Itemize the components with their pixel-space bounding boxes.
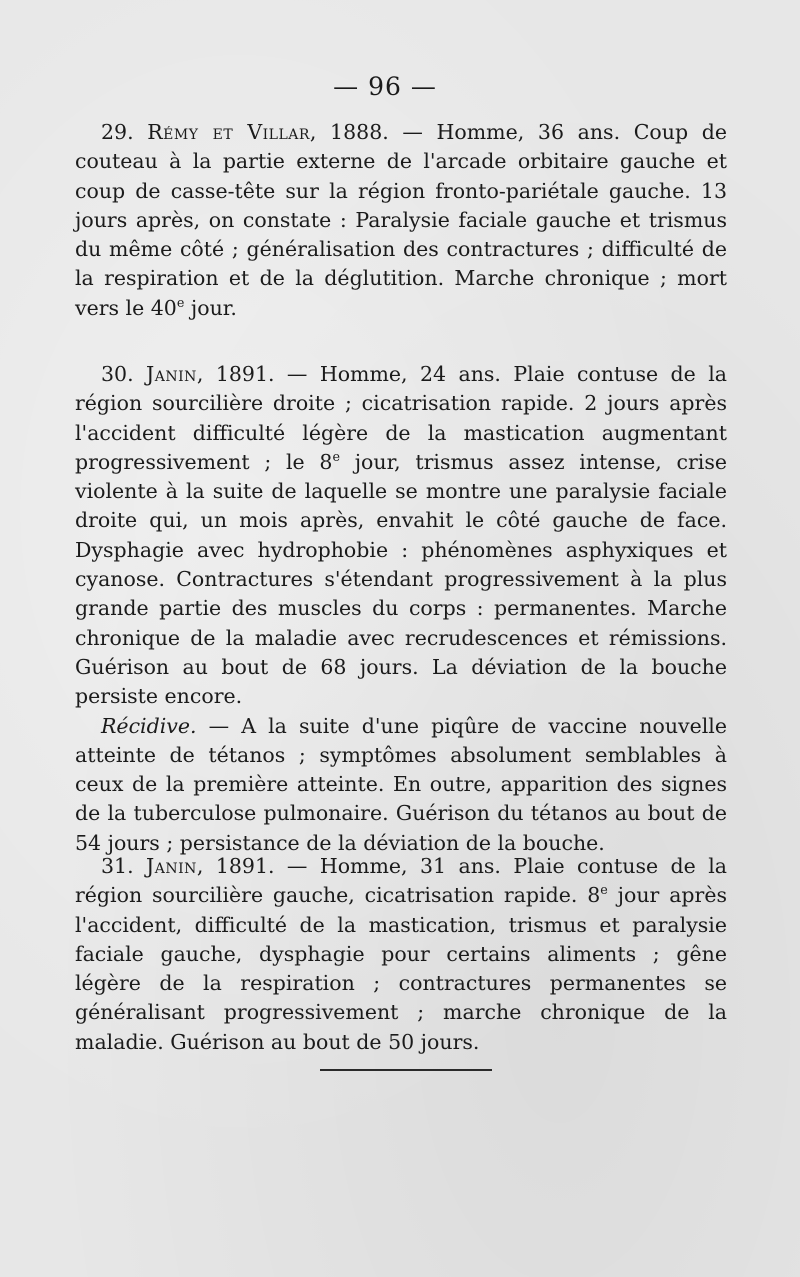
case-number: 30.: [101, 362, 134, 386]
case-number: 31.: [101, 854, 134, 878]
case-year: , 1891. —: [196, 362, 308, 386]
case-body-continued: jour après l'accident, difficulté de la mastication, trismus et paralysie faciale gauche, dysphagie pour certains aliments ; gêne légère de la respiration ; contractures permanentes se généralisant progressivement ; marche chronique de la maladie. Guérison au bout de 50 jours.: [75, 883, 727, 1054]
page-number: — 96 —: [333, 72, 437, 101]
case-authors: Rémy et Villar: [147, 120, 310, 144]
observations-text-block: [75, 360, 727, 858]
recidive-label: Récidive.: [101, 713, 197, 738]
section-end-rule: [320, 1069, 492, 1071]
observations-text-block: [75, 118, 727, 323]
case-body-continued: jour.: [184, 295, 237, 320]
case-year: , 1891. —: [196, 854, 308, 878]
recidive-text: — A la suite d'une piqûre de vaccine nouvelle atteinte de tétanos ; symptômes absolument semblables à ceux de la première atteinte. En outre, apparition des signes de la tuberculose pulmonaire. Guérison du tétanos au bout de 54 jours ; persistance de la déviation de la bouche.: [75, 713, 727, 855]
ordinal-suffix: e: [176, 294, 185, 310]
case-paragraph: [75, 118, 727, 323]
case-body: Homme, 24 ans. Plaie contuse de la région sourcilière droite ; cicatrisation rapide. 2 jours après l'accident difficulté légère de la mastication augmentant progressivement ; le 8: [75, 362, 727, 474]
recidive-paragraph: [75, 712, 727, 858]
case-entry-30: [75, 360, 727, 858]
observations-text-block: [75, 852, 727, 1057]
case-body: Homme, 31 ans. Plaie contuse de la région sourcilière gauche, cicatrisation rapide. 8: [75, 854, 727, 908]
case-paragraph: [75, 360, 727, 712]
case-entry-29: [75, 118, 727, 323]
case-entry-31: [75, 852, 727, 1057]
ordinal-suffix: e: [600, 882, 608, 898]
case-authors: Janin: [146, 362, 197, 386]
case-body-continued: jour, trismus assez intense, crise violente à la suite de laquelle se montre une paralysie faciale droite qui, un mois après, envahit le côté gauche de face. Dysphagie avec hydrophobie : phénomènes asphyxiques et cyanose. Contractures s'étendant progressivement à la plus grande partie des muscles du corps : permanentes. Marche chronique de la maladie avec recrudescences et rémissions. Guérison au bout de 68 jours. La déviation de la bouche persiste encore.: [75, 449, 727, 709]
case-number: 29.: [101, 120, 134, 144]
ordinal-suffix: e: [332, 449, 340, 465]
case-paragraph: [75, 852, 727, 1057]
case-authors: Janin: [146, 854, 197, 878]
case-year: , 1888. —: [309, 120, 423, 144]
case-body: Homme, 36 ans. Coup de couteau à la partie externe de l'arcade orbitaire gauche et coup de casse-tête sur la région fronto-pariétale gauche. 13 jours après, on constate : Paralysie faciale gauche et trismus du même côté ; généralisation des contractures ; difficulté de la respiration et de la déglutition. Marche chronique ; mort vers le 40: [75, 120, 727, 320]
